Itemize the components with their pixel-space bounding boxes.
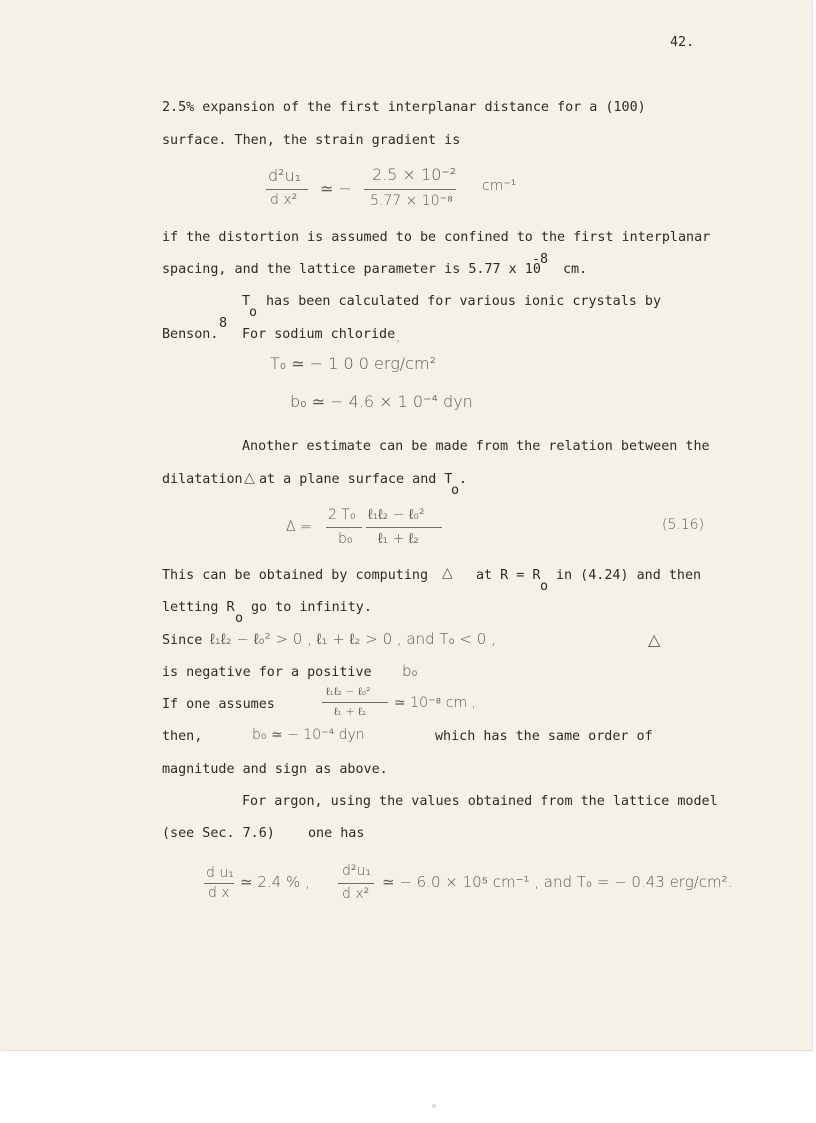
then-b0-value: b₀ ≃ − 10⁻⁴ dyn [252, 727, 365, 743]
delta-symbol: △ [244, 470, 255, 486]
eq516-factor1-numerator: 2 T₀ [328, 507, 356, 523]
text-line: (see Sec. 7.6) [162, 826, 275, 841]
text-line: go to infinity. [251, 600, 372, 615]
subscript: o [249, 305, 258, 320]
assume-numerator: ℓ₁ℓ₂ − ℓ₀² [326, 685, 371, 698]
text-line: spacing, and the lattice parameter is 5.77 x 10 [162, 262, 541, 277]
ar-f1-denominator: d x [208, 885, 230, 901]
text-line: in (4.24) and then [556, 568, 702, 583]
subscript: o [235, 611, 244, 626]
reference-mark: 8 [219, 316, 228, 331]
nacl-b-coefficient: b₀ ≃ − 4.6 × 1 0⁻⁴ dyn [290, 392, 473, 411]
text-line: For argon, using the values obtained from the lattice model [242, 794, 718, 809]
eq1-lhs-denominator: d x² [270, 192, 298, 208]
text-line: This can be obtained by computing [162, 568, 429, 583]
text-line: dilatation [162, 472, 243, 487]
ar-f2-denominator: d x² [342, 886, 370, 902]
text-line: cm. [563, 262, 588, 277]
ar-f1-bar [204, 883, 234, 884]
equation-label: (5.16) [662, 517, 705, 533]
delta-symbol: △ [442, 565, 453, 581]
assume-fraction-bar [322, 702, 388, 703]
text-line: if the distortion is assumed to be confined to the first interplanar [162, 230, 711, 245]
since-conditions: ℓ₁ℓ₂ − ℓ₀² > 0 , ℓ₁ + ℓ₂ > 0 , and T₀ < 0 , [210, 630, 496, 648]
eq1-lhs-fraction-bar [266, 189, 308, 190]
text-line: For sodium chloride [242, 327, 396, 342]
eq516-factor1-bar [326, 527, 362, 528]
text-line: 2.5% expansion of the first interplanar distance for a (100) [162, 100, 646, 115]
text-line: Benson. [162, 327, 219, 342]
text-line: surface. Then, the strain gradient is [162, 133, 461, 148]
eq516-factor2-bar [366, 527, 442, 528]
ar-f1-numerator: d u₁ [206, 865, 234, 881]
b0-symbol: b₀ [402, 662, 418, 680]
eq516-factor2-denominator: ℓ₁ + ℓ₂ [378, 531, 419, 547]
scan-speck [432, 1104, 436, 1108]
eq1-lhs-numerator: d²u₁ [268, 166, 302, 185]
eq516-factor1-denominator: b₀ [338, 531, 353, 547]
subscript: o [540, 579, 549, 594]
ar-f2-bar [338, 883, 374, 884]
text-line: is negative for a positive [162, 665, 372, 680]
assume-rhs: ≃ 10⁻⁸ cm , [394, 695, 476, 711]
eq516-factor2-numerator: ℓ₁ℓ₂ − ℓ₀² [368, 507, 425, 523]
ar-middle-1: ≃ 2.4 % , [240, 873, 310, 891]
eq516-lhs: Δ = [286, 519, 312, 535]
eq1-unit: cm⁻¹ [482, 178, 517, 194]
nacl-surface-tension: T₀ ≃ − 1 0 0 erg/cm² [270, 354, 436, 373]
text-line: . [459, 472, 468, 487]
text-line: one has [308, 826, 365, 841]
text-line: letting R [162, 600, 235, 615]
text-line: Another estimate can be made from the relation between the [242, 439, 710, 454]
eq1-denominator: 5.77 × 10⁻⁸ [370, 193, 453, 209]
exponent: -8 [532, 252, 549, 267]
text-line: magnitude and sign as above. [162, 762, 388, 777]
text-line: then, [162, 729, 203, 744]
ar-f2-numerator: d²u₁ [342, 863, 371, 879]
text-line: has been calculated for various ionic crystals by [266, 294, 662, 309]
eq1-numerator: 2.5 × 10⁻² [372, 165, 457, 184]
handwritten-comma: , [396, 329, 401, 345]
ar-middle-2: ≃ − 6.0 × 10⁵ cm⁻¹ , and T₀ = − 0.43 erg/cm². [382, 873, 733, 891]
text-line: at a plane surface and T [259, 472, 453, 487]
text-line: Since [162, 633, 203, 648]
text-line: If one assumes [162, 697, 275, 712]
eq1-fraction-bar [364, 189, 456, 190]
eq1-approx: ≃ − [320, 179, 352, 198]
subscript: o [451, 483, 460, 498]
page-number: 42. [670, 35, 695, 50]
assume-denominator: ℓ₁ + ℓ₂ [334, 705, 367, 718]
text-line: T [242, 294, 251, 309]
delta-symbol: △ [648, 630, 661, 649]
text-line: which has the same order of [435, 729, 653, 744]
text-line: at R = R [476, 568, 541, 583]
